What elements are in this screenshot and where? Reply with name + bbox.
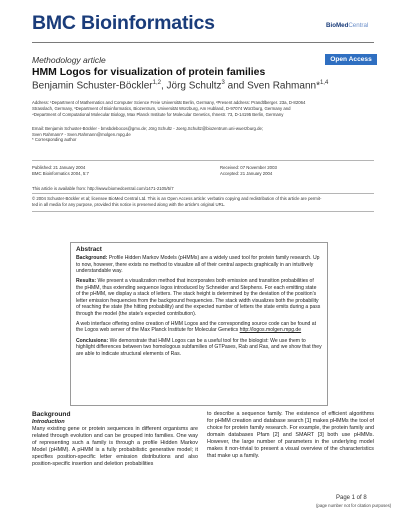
logos-server-link[interactable]: http://logos.molgen.mpg.de <box>239 327 302 334</box>
author-2: , Jörg Schultz <box>160 80 222 92</box>
author-1: Benjamin Schuster-Böckler <box>32 80 153 92</box>
author-1-affil: 1,2 <box>152 80 161 86</box>
affiliations <box>32 100 372 118</box>
page-number-note: (page number not for citation purposes) <box>316 503 392 508</box>
copyright-line-2: ted in all media for any purpose, provided this notice is preserved along with the article's original URL. <box>32 202 226 208</box>
abstract-heading: Abstract <box>76 246 102 253</box>
abstract-results-label: Results: <box>76 278 97 285</box>
page-number: Page 1 of 8 <box>336 495 367 501</box>
section-heading-background: Background <box>32 411 71 418</box>
divider-bottom <box>32 211 374 212</box>
abstract-web-text: A web interface offering online creation of HMM Logos and the corresponding source code can be found at the Logos web server of the Max Planck Institute for Molecular Genetics <box>76 320 317 334</box>
abstract-web-note <box>76 321 322 334</box>
divider-top <box>32 160 374 161</box>
email-line-1: Email: Benjamin Schuster-Böckler - bmsbdebocos@gmx.de; Jörg Schultz - Joerg.Schultz@biozentrum.uni-wuerzburg.de; <box>32 126 264 131</box>
email-line-2: Sven Rahmann* - Sven.Rahmann@molgen.mpg.de <box>32 132 131 138</box>
accepted-date: Accepted: 21 January 2004 <box>220 171 273 177</box>
received-date: Received: 07 November 2003 <box>220 165 277 170</box>
copyright-notice <box>32 196 376 208</box>
body-text-right-column: to describe a sequence family. The existence of efficient algorithms for pHMM creation and database search [1] makes pHMMs the tool of choice for protein family research. For example, the protein family and domain databases Pfam [2] and SMART [3] both use pHMMs. However, the large number of parameters in the underlying model makes it non-trivial to present a visual overview of the characteristics that make up a family. <box>207 411 374 460</box>
author-list <box>32 80 328 91</box>
abstract-box <box>70 242 328 406</box>
divider-mid <box>32 193 374 194</box>
article-type: Methodology article <box>32 55 106 65</box>
review-dates <box>220 165 370 177</box>
abstract-conclusions <box>76 338 322 358</box>
open-access-badge: Open Access <box>325 54 377 65</box>
publisher-logo-main: BioMed <box>326 22 349 29</box>
abstract-conclusions-label: Conclusions: <box>76 337 109 344</box>
publication-info <box>32 165 182 177</box>
citation: BMC Bioinformatics 2004, 5:7 <box>32 171 89 177</box>
publisher-logo-sub: Central <box>348 22 369 29</box>
abstract-results-text: We present a visualization method that incorporates both emission and transition probabilities of the pHMM, thus extending sequence logos introduced by Schneider and Stephens. For each emitting state of the pHMM, we display a stack of letters. The stack height is determined by the deviation of the position's letter emission frequencies from the background frequencies. The stack width visualizes both the probability of reaching the state (the hitting probability) and the expected number of letters the state emits during a pass through the model (the state's expected contribution). <box>76 278 321 317</box>
address-line-1: Address: ¹Department of Mathematics and Computer Science Freie Universität Berlin, Germany, ²Present address: Prandtlberger. 23a, D-82064 <box>32 100 306 105</box>
header-rule <box>32 42 374 43</box>
abstract-background-text: Profile Hidden Markov Models (pHMMs) are a widely used tool for protein family research. Up to now, however, there exists no method to visualize all of their central aspects graphically in an intuitively understandable way. <box>76 255 320 275</box>
author-2-affil: 3 <box>221 80 225 86</box>
publisher-logo <box>326 22 368 29</box>
body-text-left-column: Many existing gene or protein sequences in different organisms are related through evolution and can be grouped into families. One way of representing such a family is through a profile Hidden Markov Model (pHMM). A pHMM is a fully probabilistic generative model; it specifies position-specific letter emission distributions and also position-specific insertion and deletion probabilities <box>32 426 198 468</box>
address-line-2: Strasslach, Germany, ³Department of Bioinformatics, Biozentrum, Universität Würzburg, Am Hubland, D-97074 Würzburg, Germany and <box>32 106 291 112</box>
article-url[interactable]: This article is available from: http://www.biomedcentral.com/1471-2105/5/7 <box>32 186 174 191</box>
abstract-background-label: Background: <box>76 255 108 261</box>
copyright-line-1: © 2004 Schuster-Böckler et al; licensee BioMed Central Ltd. This is an Open Access article: verbatim copying and redistribution of this article are permit- <box>32 196 322 201</box>
published-date: Published: 21 January 2004 <box>32 165 86 170</box>
abstract-results <box>76 278 322 317</box>
abstract-background <box>76 255 322 275</box>
author-3: and Sven Rahmann* <box>224 80 320 92</box>
abstract-conclusions-text: We demonstrate that HMM Logos can be a useful tool for the biologist: We use them to highlight differences between two homologous subfamilies of GTPases, Rab and Ras, and we show that they are able to indicate structural elements of Ras. <box>76 337 322 357</box>
address-line-3: ⁴Department of Computational Molecular Biology, Max Planck Institute for Molecular Genetics, Ihnestr. 73, D-14195 Berlin, Germany <box>32 112 284 118</box>
author-3-affil: 1,4 <box>319 80 329 86</box>
corresponding-author: * Corresponding author <box>32 137 77 142</box>
article-title: HMM Logos for visualization of protein families <box>32 67 266 78</box>
journal-title: BMC Bioinformatics <box>32 12 215 34</box>
subsection-heading-introduction: Introduction <box>32 419 65 425</box>
